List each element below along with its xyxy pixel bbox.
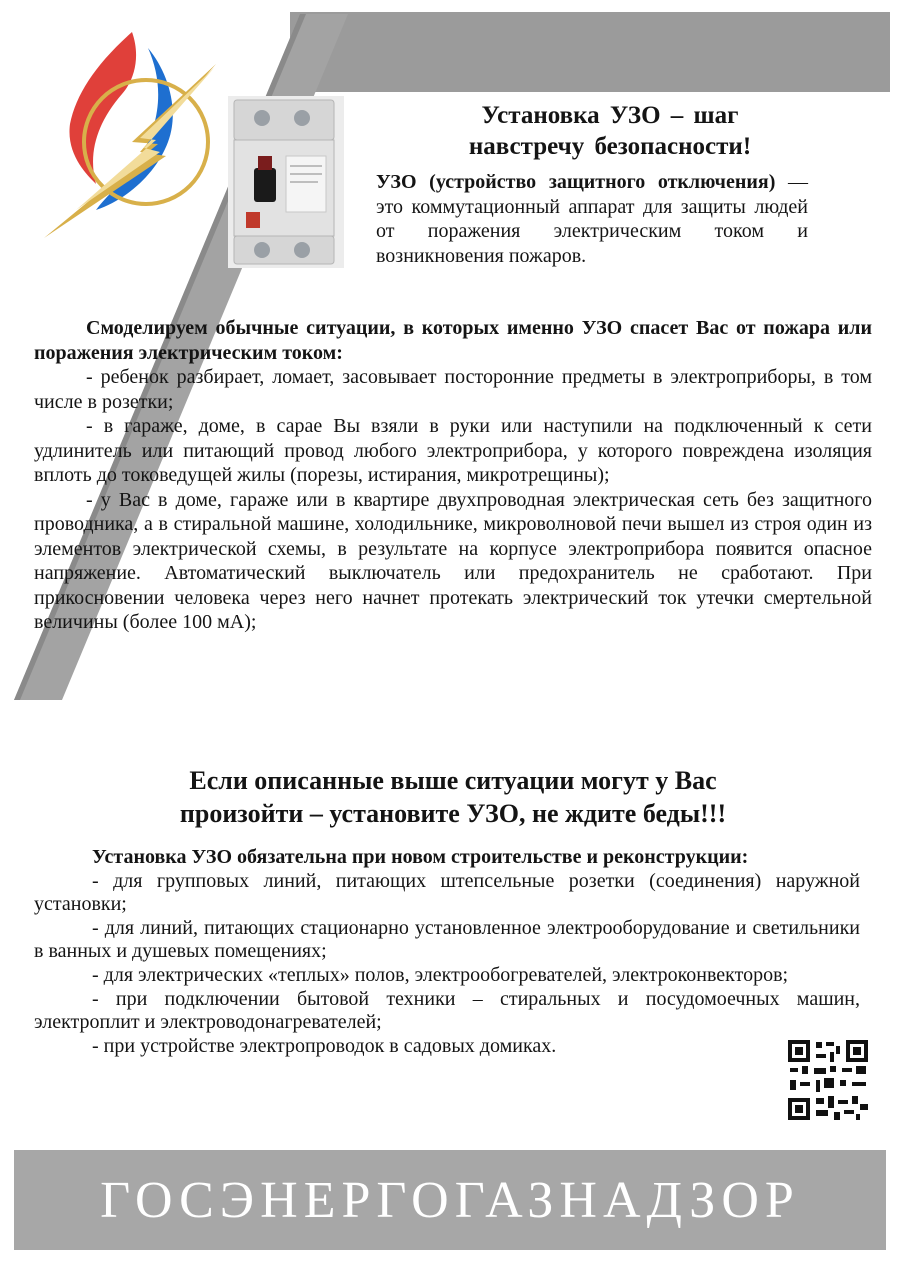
call-line-2: произойти – установите УЗО, не ждите беды!!!	[179, 799, 727, 828]
requirement-item: - при устройстве электропроводок в садовых домиках.	[92, 1034, 557, 1057]
footer-org-name: ГОСЭНЕРГОГАЗНАДЗОР	[100, 1171, 800, 1229]
situation-item: - в гараже, доме, в сарае Вы взяли в руки или наступили на подключенный к сети удлинитель или питающий провод любого электроприбора, у которого повреждена изоляция вплоть до токоведущей жилы (порезы, истирания, микротрещины);	[34, 415, 872, 486]
requirements-section	[34, 846, 860, 1058]
situation-item: - ребенок разбирает, ломает, засовывает посторонние предметы в электроприборы, в том числе в розетки;	[34, 366, 872, 413]
intro-term: УЗО (устройство защитного отключения)	[376, 171, 776, 193]
call-to-action	[34, 764, 872, 830]
requirement-item: - при подключении бытовой техники – стиральных и посудомоечных машин, электроплит и электроводонагревателей;	[34, 987, 860, 1034]
call-line-1: Если описанные выше ситуации могут у Вас	[189, 766, 717, 795]
qr-code[interactable]	[786, 1038, 870, 1122]
footer-banner	[14, 1150, 886, 1250]
intro-paragraph	[376, 170, 808, 268]
situations-section	[34, 316, 872, 635]
situation-item: - у Вас в доме, гараже или в квартире двухпроводная электрическая сеть без защитного проводника, а в стиральной машине, холодильнике, микроволновой печи вышел из строя один из элементов электрической схемы, в результате на корпусе электроприбора появится опасное напряжение. Автоматический выключатель или предохранитель не сработают. При прикосновении человека через него начнет протекать электрический ток утечки смертельной величины (более 100 мА);	[34, 488, 872, 633]
title-line-1: Установка УЗО – шаг	[481, 102, 739, 129]
rcd-device-image	[228, 96, 344, 268]
requirement-item: - для электрических «теплых» полов, электрообогревателей, электроконвекторов;	[92, 963, 789, 986]
title-line-2: навстречу безопасности!	[468, 133, 752, 160]
situations-lead: Смоделируем обычные ситуации, в которых именно УЗО спасет Вас от пожара или поражения электрическим током:	[34, 317, 872, 364]
requirement-item: - для линий, питающих стационарно установленное электрооборудование и светильники в ванных и душевых помещениях;	[34, 916, 860, 963]
requirement-item: - для групповых линий, питающих штепсельные розетки (соединения) наружной установки;	[34, 869, 860, 916]
page-title	[400, 100, 820, 162]
intro-definition: — это коммутационный аппарат для защиты людей от поражения электрическим током и возникновения пожаров.	[376, 171, 809, 267]
lightning-flame-logo	[36, 24, 226, 254]
requirements-lead: Установка УЗО обязательна при новом строительстве и реконструкции:	[92, 846, 749, 868]
